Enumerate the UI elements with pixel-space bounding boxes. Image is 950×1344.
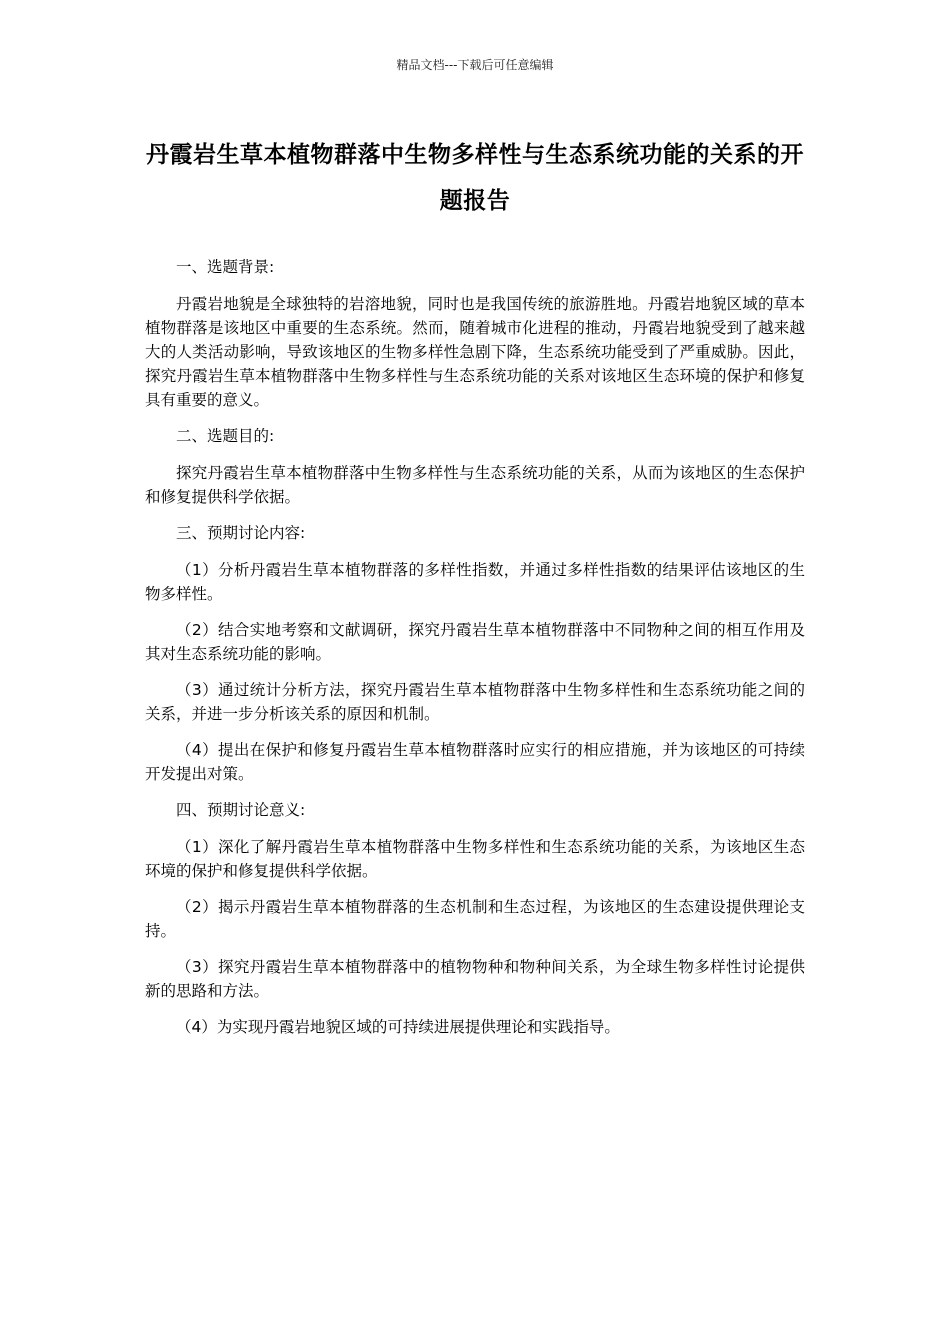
list-item-content-1: （1）分析丹霞岩生草本植物群落的多样性指数，并通过多样性指数的结果评估该地区的生物多样性。 <box>145 561 805 603</box>
list-item-significance-2: （2）揭示丹霞岩生草本植物群落的生态机制和生态过程，为该地区的生态建设提供理论支持。 <box>145 898 805 940</box>
document-title: 丹霞岩生草本植物群落中生物多样性与生态系统功能的关系的开题报告 <box>146 142 804 214</box>
section-heading-background: 一、选题背景: <box>176 258 275 276</box>
page-header: 精品文档---下载后可任意编辑 <box>396 58 554 72</box>
list-item-content-2: （2）结合实地考察和文献调研，探究丹霞岩生草本植物群落中不同物种之间的相互作用及其对生态系统功能的影响。 <box>145 621 805 663</box>
list-item-content-4: （4）提出在保护和修复丹霞岩生草本植物群落时应实行的相应措施，并为该地区的可持续开发提出对策。 <box>145 741 805 783</box>
document-body <box>145 255 805 1051</box>
section-heading-purpose: 二、选题目的: <box>176 427 275 445</box>
section-heading-significance: 四、预期讨论意义: <box>176 801 306 819</box>
list-item-content-3: （3）通过统计分析方法，探究丹霞岩生草本植物群落中生物多样性和生态系统功能之间的关系，并进一步分析该关系的原因和机制。 <box>145 681 805 723</box>
list-item-significance-3: （3）探究丹霞岩生草本植物群落中的植物物种和物种间关系，为全球生物多样性讨论提供新的思路和方法。 <box>145 958 805 1000</box>
list-item-significance-4: （4）为实现丹霞岩地貌区域的可持续进展提供理论和实践指导。 <box>176 1018 620 1036</box>
paragraph-purpose: 探究丹霞岩生草本植物群落中生物多样性与生态系统功能的关系，从而为该地区的生态保护和修复提供科学依据。 <box>145 464 805 506</box>
list-item-significance-1: （1）深化了解丹霞岩生草本植物群落中生物多样性和生态系统功能的关系，为该地区生态环境的保护和修复提供科学依据。 <box>145 838 805 880</box>
paragraph-background: 丹霞岩地貌是全球独特的岩溶地貌，同时也是我国传统的旅游胜地。丹霞岩地貌区域的草本植物群落是该地区中重要的生态系统。然而，随着城市化进程的推动，丹霞岩地貌受到了越来越大的人类活动影响，导致该地区的生物多样性急剧下降，生态系统功能受到了严重威胁。因此，探究丹霞岩生草本植物群落中生物多样性与生态系统功能的关系对该地区生态环境的保护和修复具有重要的意义。 <box>145 295 805 409</box>
section-heading-content: 三、预期讨论内容: <box>176 524 306 542</box>
